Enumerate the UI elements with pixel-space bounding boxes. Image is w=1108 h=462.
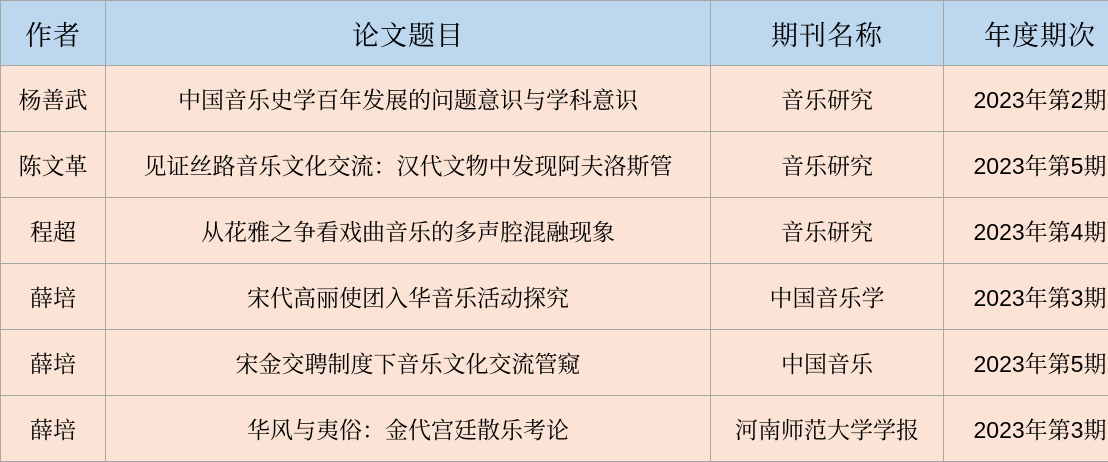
table-header-row	[1, 1, 1108, 66]
table-header	[1, 1, 1108, 66]
cell-journal: 音乐研究	[711, 66, 944, 132]
cell-title: 宋代高丽使团入华音乐活动探究	[106, 264, 711, 330]
cell-journal: 中国音乐学	[711, 264, 944, 330]
cell-author: 薛培	[1, 330, 106, 396]
cell-title: 见证丝路音乐文化交流：汉代文物中发现阿夫洛斯管	[106, 132, 711, 198]
cell-author: 薛培	[1, 396, 106, 462]
table-row	[1, 330, 1108, 396]
column-header-issue: 年度期次	[944, 1, 1108, 66]
cell-issue: 2023年第5期	[944, 132, 1108, 198]
cell-title: 中国音乐史学百年发展的问题意识与学科意识	[106, 66, 711, 132]
cell-issue: 2023年第2期	[944, 66, 1108, 132]
cell-author: 陈文革	[1, 132, 106, 198]
cell-issue: 2023年第5期	[944, 330, 1108, 396]
table-row	[1, 396, 1108, 462]
table-row	[1, 264, 1108, 330]
cell-journal: 河南师范大学学报	[711, 396, 944, 462]
cell-title: 宋金交聘制度下音乐文化交流管窥	[106, 330, 711, 396]
cell-issue: 2023年第3期	[944, 396, 1108, 462]
cell-issue: 2023年第4期	[944, 198, 1108, 264]
cell-title: 华风与夷俗：金代宫廷散乐考论	[106, 396, 711, 462]
table-row	[1, 198, 1108, 264]
cell-journal: 中国音乐	[711, 330, 944, 396]
cell-journal: 音乐研究	[711, 132, 944, 198]
column-header-author: 作者	[1, 1, 106, 66]
table-row	[1, 132, 1108, 198]
cell-journal: 音乐研究	[711, 198, 944, 264]
column-header-title: 论文题目	[106, 1, 711, 66]
cell-title: 从花雅之争看戏曲音乐的多声腔混融现象	[106, 198, 711, 264]
cell-author: 程超	[1, 198, 106, 264]
column-header-journal: 期刊名称	[711, 1, 944, 66]
cell-issue: 2023年第3期	[944, 264, 1108, 330]
cell-author: 杨善武	[1, 66, 106, 132]
cell-author: 薛培	[1, 264, 106, 330]
table-row	[1, 66, 1108, 132]
table-body	[1, 66, 1108, 462]
